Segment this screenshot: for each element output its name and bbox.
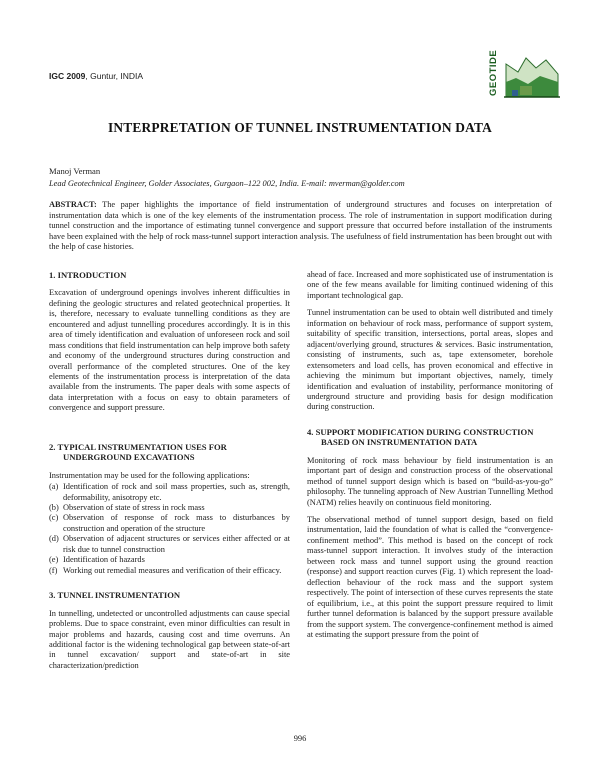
list-item-label: (e): [49, 555, 59, 565]
paper-title: INTERPRETATION OF TUNNEL INSTRUMENTATION DATA: [108, 120, 492, 135]
section-heading-introduction: 1. INTRODUCTION: [49, 270, 127, 280]
list-item-text: Observation of adjacent structures or services either affected or at risk due to tunnel construction: [63, 534, 290, 554]
section-heading-instrumentation-uses: 2. TYPICAL INSTRUMENTATION USES FOR UNDERGROUND EXCAVATIONS: [49, 441, 227, 463]
instrumentation-uses-intro: Instrumentation may be used for the following applications:: [49, 470, 250, 480]
observational-method-paragraph: The observational method of tunnel support design, based on field instrumentation, laid the foundation of what is called the “convergence-confinement method”. This method is based on the concept of rock mass-tunnel support interaction. It involves study of the interaction between rock mass and tunnel support using the ground reaction (response) and support reaction curves (Fig. 1) which represent the load-deflection behaviour of the rock mass and the support system respectively. The point of intersection of these curves represents the state of equilibrium, i.e., at this point the support pressure required to limit further tunnel deformation is balanced by the support pressure available from the support system. The convergence-confinement method is aimed at estimating the support pressure from the point of: [307, 514, 553, 639]
conference-name: IGC 2009: [49, 71, 86, 81]
section-heading-support-modification: 4. SUPPORT MODIFICATION DURING CONSTRUCTION BASED ON INSTRUMENTATION DATA: [307, 426, 534, 448]
tunnel-instrumentation-paragraph: In tunnelling, undetected or uncontrolled adjustments can cause special problems. Due to space constraint, even minor difficulties can result in major problems and hazards, causing cost and time overruns. An additional factor is the widening technological gap between state-of-art in tunnel excavation/ support and state-of-art in site characterization/prediction: [49, 608, 290, 670]
author-affiliation: Lead Geotechnical Engineer, Golder Associates, Gurgaon–122 002, India. E-mail: mverman@golder.com: [49, 179, 405, 188]
applications-list: [49, 482, 290, 576]
list-item-label: (b): [49, 503, 59, 513]
list-item: [49, 555, 290, 565]
page-number: 996: [293, 734, 307, 743]
list-item: [49, 503, 290, 513]
logo-text: GEOTIDE: [488, 49, 499, 96]
list-item: [49, 566, 290, 576]
list-item-text: Identification of rock and soil mass properties, such as, strength, deformability, anisotropy etc.: [63, 482, 290, 502]
list-item-text: Observation of state of stress in rock mass: [63, 503, 205, 513]
author-name: Manoj Verman: [49, 166, 101, 176]
list-item-label: (d): [49, 534, 59, 544]
list-item-label: (f): [49, 565, 58, 575]
section-heading-tunnel-instrumentation: 3. TUNNEL INSTRUMENTATION: [49, 590, 181, 601]
abstract-label: ABSTRACT:: [49, 200, 97, 209]
list-item-label: (a): [49, 482, 59, 492]
list-item-text: Identification of hazards: [63, 555, 145, 565]
introduction-paragraph: Excavation of underground openings involves inherent difficulties in defining the geologic structures and related geotechnical properties. It is, therefore, necessary to evaluate tunnelling conditions as they are encountered and adjust tunnelling procedures accordingly. It is in this area of timely identification and evaluation of unforeseen rock and soil mass conditions that field instrumentation can help improve both safety and economy of the underground structures during construction and overall performance of the completed structures. One of the key elements of the instrumentation process is interpretation of the data available from the instruments. The paper deals with some aspects of data interpretation with a focus on easy to obtain parameters of convergence and support pressure.: [49, 288, 290, 413]
tunnel-instrumentation-uses-paragraph: Tunnel instrumentation can be used to obtain well distributed and timely information on behaviour of rock mass, performance of support system, suitability of specific transition, intersections, portal areas, slopes and adjacent/overlying ground, structures & services. Basic instrumentation, consisting of instruments, such as, tape extensometer, borehole extensometers and load cells, has proven economical and effective in achieving the minimum but important objectives, namely, timely identification and evaluation of instability, performance monitoring of underground structure and providing basis for design modification during construction.: [307, 308, 553, 412]
right-column: [307, 270, 553, 647]
abstract: [49, 200, 552, 253]
list-item: [49, 482, 290, 503]
left-column: [49, 270, 290, 678]
list-item-text: Observation of response of rock mass to disturbances by construction and operation of the structure: [63, 513, 290, 533]
list-item: [49, 534, 290, 555]
conference-location: , Guntur, INDIA: [85, 71, 144, 81]
list-item: [49, 513, 290, 534]
continued-paragraph: ahead of face. Increased and more sophisticated use of instrumentation is one of the few means available for limiting continued widening of this important technological gap.: [307, 270, 553, 300]
abstract-text: The paper highlights the importance of field instrumentation of underground structures and focuses on interpretation of instrumentation data which is one of the key elements of the instrumentation process. The role of instrumentation in support modification during tunnel construction and the importance of estimating tunnel convergence and support pressure that occurred before installation of the instruments have been explained with the help of rock mass-tunnel support interaction analysis. The usefulness of field instrumentation has been brought out with the help of case histories.: [49, 200, 552, 252]
list-item-label: (c): [49, 513, 59, 523]
monitoring-paragraph: Monitoring of rock mass behaviour by field instrumentation is an important part of design and construction process of the observational method of tunnel support design which is based on “build-as-you-go” philosophy. The tunneling approach of New Austrian Tunnelling Method (NATM) relies heavily on continuous field monitoring.: [307, 455, 553, 507]
list-item-text: Working out remedial measures and verification of their efficacy.: [63, 565, 282, 575]
conference-header: [49, 71, 143, 81]
geotide-logo-icon: [484, 46, 562, 100]
